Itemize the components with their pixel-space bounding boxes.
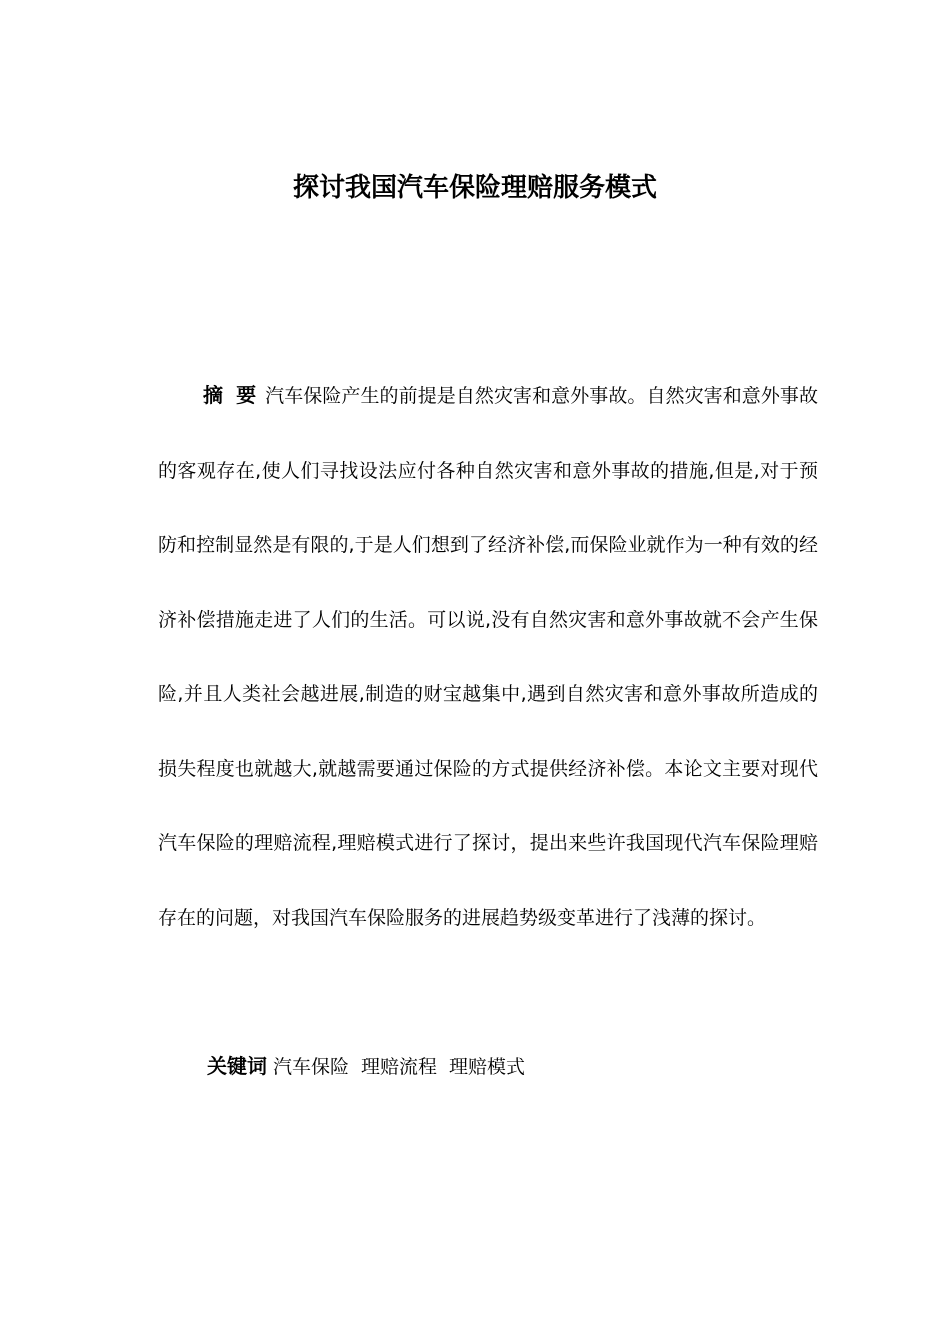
keywords-line bbox=[207, 1048, 537, 1085]
abstract-text: 汽车保险产生的前提是自然灾害和意外事故。自然灾害和意外事故的客观存在,使人们寻找设法应付各种自然灾害和意外事故的措施,但是,对于预防和控制显然是有限的,于是人们想到了经济补偿,而保险业就作为一种有效的经济补偿措施走进了人们的生活。可以说,没有自然灾害和意外事故就不会产生保险,并且人类社会越进展,制造的财宝越集中,遇到自然灾害和意外事故所造成的损失程度也就越大,就越需要通过保险的方式提供经济补偿。本论文主要对现代汽车保险的理赔流程,理赔模式进行了探讨，提出来些许我国现代汽车保险理赔存在的问题，对我国汽车保险服务的进展趋势级变革进行了浅薄的探讨。 bbox=[158, 385, 818, 929]
document-title: 探讨我国汽车保险理赔服务模式 bbox=[292, 173, 657, 203]
keyword-item: 理赔流程 bbox=[361, 1056, 438, 1078]
keyword-item: 理赔模式 bbox=[449, 1056, 526, 1078]
keywords-label: 关键词 bbox=[207, 1054, 267, 1078]
keyword-item: 汽车保险 bbox=[273, 1056, 350, 1078]
abstract-label: 摘 要 bbox=[203, 383, 260, 407]
abstract-paragraph bbox=[158, 358, 818, 955]
